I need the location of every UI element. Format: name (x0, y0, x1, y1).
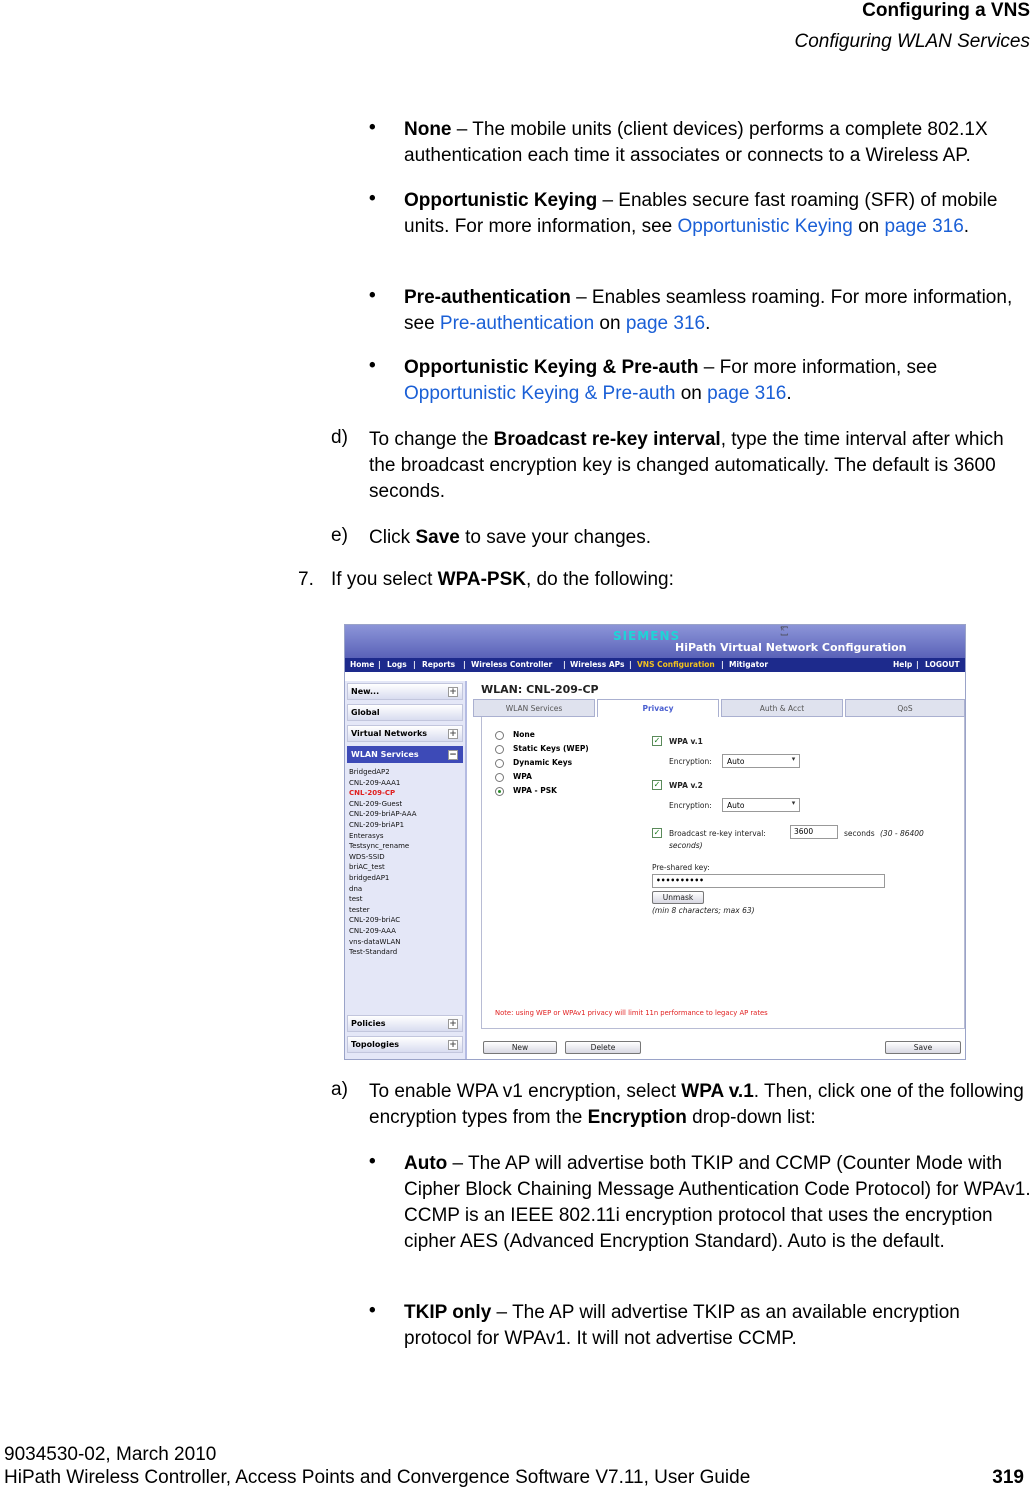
save-button[interactable]: Save (885, 1041, 961, 1054)
wpa-v2-checkbox[interactable]: ✓ (653, 780, 661, 789)
xref-page[interactable]: page 316 (884, 216, 964, 237)
sidebar-policies[interactable]: Policies + (347, 1015, 463, 1032)
nav-home[interactable]: Home (350, 660, 375, 669)
nav-sep: | (378, 660, 381, 669)
psk-input[interactable]: •••••••••• (652, 874, 885, 888)
rekey-range: (30 - 86400 (880, 829, 924, 838)
list-item[interactable]: test (349, 895, 363, 904)
list-item[interactable]: WDS-SSID (349, 852, 385, 861)
option-label: WPA (513, 772, 532, 781)
siemens-logo: SIEMENS (613, 629, 681, 643)
list-item[interactable]: CNL-209-Guest (349, 799, 403, 808)
radio-static-keys[interactable] (495, 745, 504, 754)
footer-doc-id: 9034530-02, March 2010 (4, 1444, 217, 1465)
unmask-button[interactable]: Unmask (652, 891, 704, 904)
step-7-text: If you select WPA-PSK, do the following: (331, 569, 674, 590)
list-item[interactable]: vns-dataWLAN (349, 937, 401, 946)
option-label: WPA - PSK (513, 786, 557, 795)
psk-hint: (min 8 characters; max 63) (652, 906, 755, 915)
tab-privacy[interactable]: Privacy (597, 699, 719, 717)
bullet-none: None – The mobile units (client devices) performs a complete 802.1X authentication each time it associates or connects to a Wireless AP. (404, 119, 988, 166)
tab-auth-acct[interactable]: Auth & Acct (721, 699, 843, 717)
step-a-label: a) (331, 1079, 348, 1100)
rekey-range-units: seconds) (669, 841, 703, 850)
wlan-privacy-screenshot (344, 624, 966, 1060)
app-banner (345, 625, 965, 658)
bullet-icon: • (369, 355, 376, 376)
wpa-v1-label: WPA v.1 (669, 737, 703, 746)
chevron-down-icon: ▾ (791, 799, 796, 807)
option-label: Static Keys (WEP) (513, 744, 589, 753)
list-item[interactable]: dna (349, 884, 363, 893)
list-item[interactable]: Testsync_rename (349, 842, 410, 851)
list-item[interactable]: BridgedAP2 (349, 768, 390, 776)
chapter-title: Configuring a VNS (862, 0, 1030, 21)
tab-qos[interactable]: QoS (845, 699, 965, 717)
nav-logout[interactable]: LOGOUT (925, 660, 960, 669)
step-d-label: d) (331, 427, 348, 448)
wpa-v2-encryption-select[interactable]: Auto ▾ (722, 798, 800, 812)
nav-wireless-controller[interactable]: Wireless Controller (471, 660, 553, 669)
radio-wpa-psk[interactable] (495, 787, 504, 796)
bullet-opportunistic-pre-auth: Opportunistic Keying & Pre-auth – For more information, see Opportunistic Keying & Pre-auth on page 316. (404, 357, 938, 404)
xref-page[interactable]: page 316 (707, 383, 787, 404)
psk-label: Pre-shared key: (652, 863, 710, 872)
sidebar-virtual-networks[interactable]: Virtual Networks + (347, 725, 463, 742)
nav-vns-configuration[interactable]: VNS Configuration (637, 660, 715, 669)
wpa-v1-encryption-select[interactable]: Auto ▾ (722, 754, 800, 768)
footer-guide-title: HiPath Wireless Controller, Access Points and Convergence Software V7.11, User Guide (4, 1467, 751, 1488)
privacy-panel (481, 717, 965, 1029)
step-7-label: 7. (298, 569, 314, 590)
rekey-checkbox[interactable]: ✓ (653, 828, 661, 837)
plus-icon[interactable]: + (449, 1040, 457, 1050)
plus-icon[interactable]: + (449, 687, 457, 697)
encryption-label: Encryption: (669, 757, 712, 766)
wpa-v1-checkbox[interactable]: ✓ (653, 736, 661, 745)
list-item[interactable]: CNL-209-briAP-AAA (349, 810, 417, 819)
list-item[interactable]: CNL-209-briAP1 (349, 820, 405, 829)
rekey-interval-input[interactable]: 3600 (790, 825, 838, 839)
sidebar-new[interactable]: New... + (347, 683, 463, 700)
bullet-icon: • (369, 117, 376, 138)
nav-sep: | (721, 660, 724, 669)
bullet-icon: • (369, 1300, 376, 1321)
list-item[interactable]: briAC_test (349, 863, 385, 872)
new-button[interactable]: New (483, 1041, 557, 1054)
xref-opportunistic-pre-auth[interactable]: Opportunistic Keying & Pre-auth (404, 383, 676, 404)
rekey-label: Broadcast re-key interval: (669, 829, 766, 838)
nav-sep: | (563, 660, 566, 669)
performance-note: Note: using WEP or WPAv1 privacy will limit 11n performance to legacy AP rates (495, 1009, 768, 1017)
bullet-pre-authentication: Pre-authentication – Enables seamless roaming. For more information, see Pre-authentication on page 316. (404, 287, 1013, 334)
plus-icon[interactable]: + (449, 1019, 457, 1029)
list-item[interactable]: Enterasys (349, 831, 384, 840)
step-e-text: Click Save to save your changes. (369, 527, 651, 548)
nav-wireless-aps[interactable]: Wireless APs (570, 660, 625, 669)
wpa-v2-label: WPA v.2 (669, 781, 703, 790)
delete-button[interactable]: Delete (565, 1041, 641, 1054)
nav-sep: | (463, 660, 466, 669)
nav-reports[interactable]: Reports (422, 660, 456, 669)
sidebar-global[interactable]: Global (347, 704, 463, 721)
option-label: None (513, 730, 535, 739)
nav-sep: | (413, 660, 416, 669)
tab-bar (473, 699, 965, 717)
rekey-units: seconds (844, 829, 875, 838)
list-item[interactable]: CNL-209-briAC (349, 916, 401, 925)
app-title: HiPath Virtual Network Configuration (675, 641, 907, 654)
nav-sep: | (916, 660, 919, 669)
cursor-icon: ᴷ꙱ (781, 626, 785, 635)
sidebar-wlan-services[interactable]: WLAN Services − (347, 746, 463, 763)
xref-pre-authentication[interactable]: Pre-authentication (439, 313, 595, 334)
step-a-text: To enable WPA v1 encryption, select WPA v.1. Then, click one of the following encryption types from the Encryption drop-down list: (369, 1081, 1024, 1128)
section-title: Configuring WLAN Services (794, 31, 1030, 52)
page-number: 319 (992, 1467, 1024, 1488)
list-item[interactable]: tester (349, 905, 370, 914)
sidebar (345, 681, 467, 1059)
list-item[interactable]: CNL-209-AAA (349, 926, 396, 935)
bullet-icon: • (369, 1151, 376, 1172)
radio-dynamic-keys[interactable] (495, 759, 504, 768)
nav-logs[interactable]: Logs (387, 660, 407, 669)
bullet-icon: • (369, 285, 376, 306)
list-item[interactable]: CNL-209-AAA1 (349, 778, 401, 787)
list-item-selected[interactable]: CNL-209-CP (349, 789, 396, 798)
nav-sep: | (629, 660, 632, 669)
xref-page[interactable]: page 316 (625, 313, 706, 334)
wlan-title: WLAN: CNL-209-CP (481, 683, 599, 696)
tab-wlan-services[interactable]: WLAN Services (473, 699, 595, 717)
bullet-opportunistic-keying: Opportunistic Keying – Enables secure fast roaming (SFR) of mobile units. For more information, see Opportunistic Keying on page 316. (404, 190, 998, 237)
bullet-auto: Auto – The AP will advertise both TKIP and CCMP (Counter Mode with Cipher Block Chaining Message Authentication Code Protocol) for WPAv1. CCMP is an IEEE 802.11i encryption protocol that uses the encryption cipher AES (Advanced Encryption Standard). Auto is the default. (404, 1153, 1031, 1252)
step-e-label: e) (331, 525, 348, 546)
plus-icon[interactable]: + (449, 729, 457, 739)
nav-help[interactable]: Help (893, 660, 913, 669)
list-item[interactable]: bridgedAP1 (349, 873, 390, 882)
chevron-down-icon: ▾ (791, 755, 796, 763)
list-item[interactable]: Test-Standard (349, 948, 398, 957)
xref-opportunistic-keying[interactable]: Opportunistic Keying (677, 216, 853, 237)
top-nav (345, 658, 965, 672)
encryption-label: Encryption: (669, 801, 712, 810)
radio-none[interactable] (495, 731, 504, 740)
sidebar-topologies[interactable]: Topologies + (347, 1036, 463, 1053)
option-label: Dynamic Keys (513, 758, 573, 767)
radio-wpa[interactable] (495, 773, 504, 782)
minus-icon[interactable]: − (449, 750, 457, 760)
bullet-icon: • (369, 188, 376, 209)
wlan-service-list (349, 767, 417, 958)
step-d-text: To change the Broadcast re-key interval, type the time interval after which the broadcast encryption key is changed automatically. The default is 3600 seconds. (369, 429, 1004, 502)
bullet-tkip-only: TKIP only – The AP will advertise TKIP as an available encryption protocol for WPAv1. It will not advertise CCMP. (404, 1302, 960, 1349)
nav-mitigator[interactable]: Mitigator (729, 660, 769, 669)
